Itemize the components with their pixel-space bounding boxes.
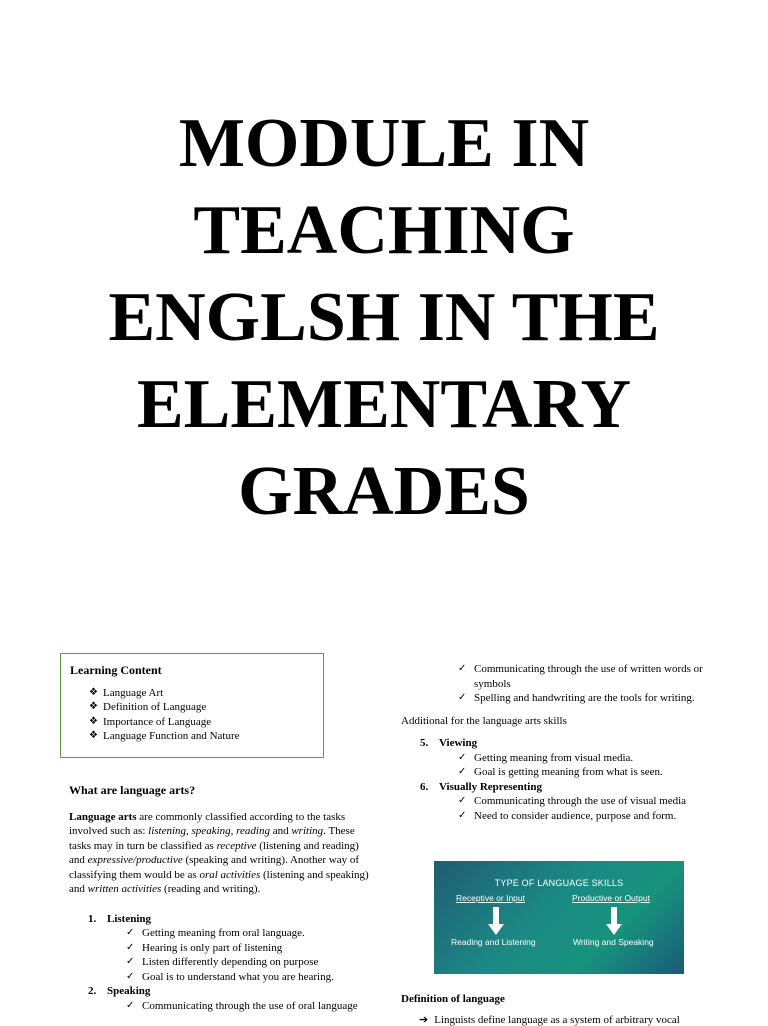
skill-heading-speaking xyxy=(69,984,373,999)
list-item: ❖ Language Function and Nature xyxy=(89,729,314,744)
arrow-icon: ➔ xyxy=(419,1014,429,1026)
list-item: ❖ Importance of Language xyxy=(89,715,314,730)
list-item: ✓ Communicating through the use of visual media xyxy=(458,794,731,809)
viewing-points xyxy=(401,751,731,780)
list-item: ✓ Listen differently depending on purpose xyxy=(126,955,373,970)
list-item: ✓ Getting meaning from visual media. xyxy=(458,751,731,766)
list-item: ✓ Communicating through the use of written words or symbols xyxy=(458,662,731,691)
skill-heading-viewing xyxy=(401,736,731,751)
para-em: listening, speaking, reading xyxy=(148,825,270,837)
definition-heading: Definition of language xyxy=(401,993,505,1005)
skill-name: Speaking xyxy=(107,985,151,997)
para-em: oral activities xyxy=(199,868,261,881)
learning-content-heading: Learning Content xyxy=(70,663,162,677)
down-arrow-icon xyxy=(606,907,622,935)
module-title xyxy=(0,100,768,535)
skill-number: 2. xyxy=(88,985,97,997)
skill-heading-listening xyxy=(69,912,373,927)
skill-number: 6. xyxy=(420,780,429,793)
list-item: ✓ Goal is to understand what you are hearing. xyxy=(126,970,373,985)
list-item: ✓ Spelling and handwriting are the tools for writing. xyxy=(458,691,731,706)
list-item: ✓ Need to consider audience, purpose and form. xyxy=(458,809,731,824)
learning-content-box xyxy=(60,653,324,758)
para-text: and xyxy=(269,825,292,837)
learning-content-list xyxy=(70,686,314,744)
list-item: ❖ Definition of Language xyxy=(89,700,314,715)
para-em: writing xyxy=(291,825,324,837)
para-em: expressive/productive xyxy=(87,854,183,866)
para-text: (listening and speaking) and xyxy=(69,868,369,895)
receptive-label: Receptive or Input xyxy=(456,893,525,903)
skill-number: 5. xyxy=(420,737,429,749)
title-line: TEACHING xyxy=(193,192,575,269)
para-text: . These tasks may in turn be classified as xyxy=(69,825,355,852)
skill-number: 1. xyxy=(88,912,97,925)
language-arts-paragraph xyxy=(69,810,373,897)
skill-name: Visually Representing xyxy=(439,780,542,793)
speaking-points xyxy=(69,999,373,1014)
reading-listening-label: Reading and Listening xyxy=(451,937,536,947)
list-item: ❖ Language Art xyxy=(89,686,314,701)
left-column xyxy=(69,783,373,1013)
listening-points xyxy=(69,926,373,984)
list-item: ✓ Getting meaning from oral language. xyxy=(126,926,373,941)
down-arrow-icon xyxy=(488,907,504,935)
writing-speaking-label: Writing and Speaking xyxy=(573,937,654,947)
list-item: ✓ Hearing is only part of listening xyxy=(126,941,373,956)
para-lead: Language arts xyxy=(69,810,137,823)
para-text: (listening and reading) and xyxy=(69,839,359,866)
title-line: ENGLSH IN THE xyxy=(108,279,660,356)
para-text: (reading and writing). xyxy=(161,883,261,895)
para-text: (speaking and writing). Another way of classifying them would be as xyxy=(69,854,359,881)
productive-label: Productive or Output xyxy=(572,893,650,903)
right-column xyxy=(401,662,731,823)
skill-heading-visually-representing xyxy=(401,780,731,795)
list-item: ✓ Goal is getting meaning from what is seen. xyxy=(458,765,731,780)
title-line: ELEMENTARY xyxy=(136,366,632,443)
para-text: are commonly classified according to the tasks involved such as: xyxy=(69,810,346,837)
title-line: MODULE IN xyxy=(178,105,590,182)
graphic-title: TYPE OF LANGUAGE SKILLS xyxy=(494,878,624,888)
skill-name: Viewing xyxy=(439,737,478,749)
section-heading: What are language arts? xyxy=(69,783,196,797)
definition-line xyxy=(419,1013,680,1026)
skill-name: Listening xyxy=(107,912,152,925)
list-item: ✓ Communicating through the use of oral language xyxy=(126,999,373,1014)
writing-points xyxy=(401,662,731,706)
title-line: GRADES xyxy=(238,453,530,530)
para-em: receptive xyxy=(216,839,257,852)
language-skills-graphic xyxy=(434,861,684,974)
definition-text: Linguists define language as a system of arbitrary vocal xyxy=(434,1014,680,1026)
additional-skills-note: Additional for the language arts skills xyxy=(401,714,567,727)
visually-representing-points xyxy=(401,794,731,823)
para-em: written activities xyxy=(87,883,162,895)
